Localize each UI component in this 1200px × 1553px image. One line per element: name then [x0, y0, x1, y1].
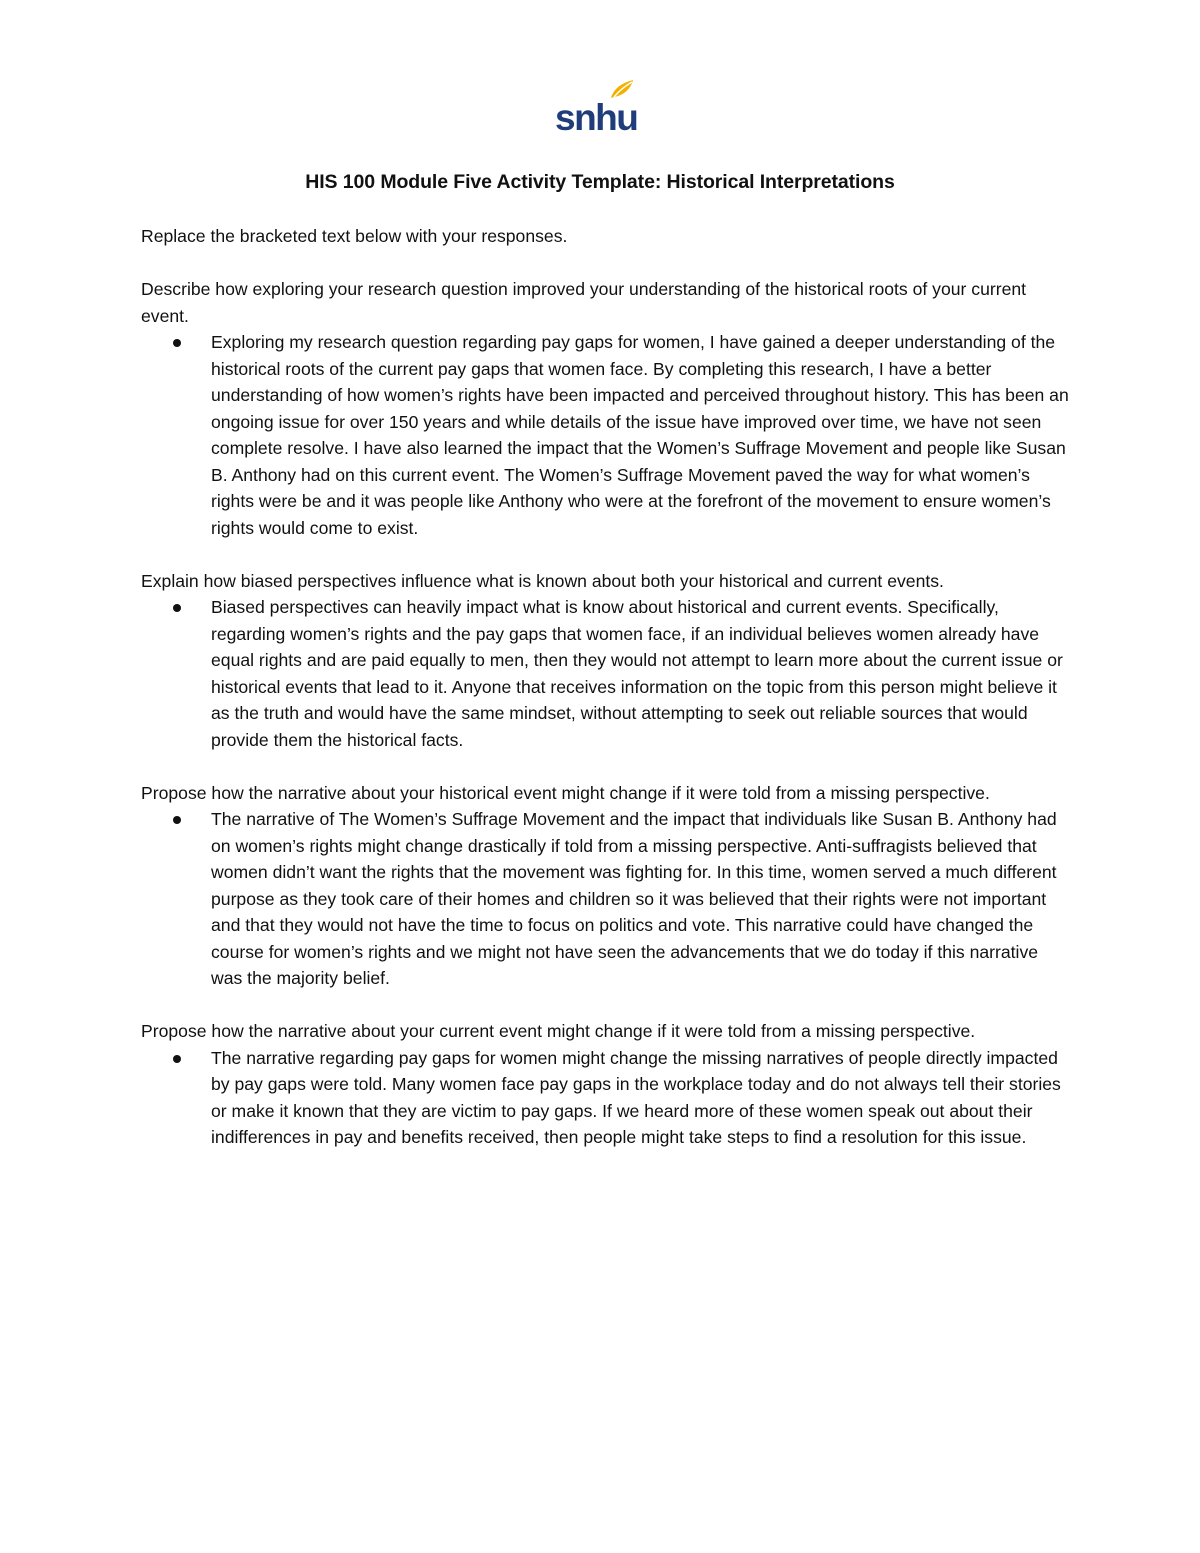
section-prompt: Explain how biased perspectives influence what is known about both your historical and current events.: [141, 570, 944, 591]
section-prompt: Propose how the narrative about your historical event might change if it were told from a missing perspective.: [141, 782, 990, 803]
section-3: [141, 780, 1069, 992]
bullet-icon: [173, 816, 181, 824]
list-item: [211, 806, 1069, 992]
answer-text: The narrative of The Women’s Suffrage Movement and the impact that individuals like Susan B. Anthony had on women’s rights might change drastically if told from a missing perspective. Anti-suffragists believed that women didn’t want the rights that the movement was fighting for. In this time, women served a much different purpose as they took care of their homes and children so it was believed that their rights were not important and that they would not have the time to focus on politics and vote. This narrative could have changed the course for women’s rights and we might not have seen the advancements that we do today if this narrative was the majority belief.: [211, 809, 1057, 988]
answer-list: [141, 1045, 1069, 1151]
section-prompt: Propose how the narrative about your current event might change if it were told from a missing perspective.: [141, 1021, 976, 1041]
answer-text: Exploring my research question regarding pay gaps for women, I have gained a deeper understanding of the historical roots of the current pay gaps that women face. By completing this research, I have a better understanding of how women’s rights have been impacted and perceived throughout history. This has been an ongoing issue for over 150 years and while details of the issue have improved over time, we have not seen complete resolve. I have also learned the impact that the Women’s Suffrage Movement and people like Susan B. Anthony had on this current event. The Women’s Suffrage Movement paved the way for what women’s rights were be and it was people like Anthony who were at the forefront of the movement to ensure women’s rights would come to exist.: [211, 332, 1069, 538]
bullet-icon: [173, 339, 181, 347]
section-2: [141, 568, 1069, 754]
page-title: HIS 100 Module Five Activity Template: Historical Interpretations: [305, 171, 895, 193]
section-prompt: Describe how exploring your research question improved your understanding of the historical roots of your current event.: [141, 279, 1027, 326]
answer-list: [141, 329, 1069, 541]
section-4: [141, 1018, 1069, 1151]
list-item: [211, 1045, 1069, 1151]
answer-list: [141, 594, 1069, 753]
instruction-text: Replace the bracketed text below with your responses.: [141, 226, 568, 246]
document-body: [141, 223, 1069, 1177]
logo-wordmark: snhu: [555, 97, 638, 138]
bullet-icon: [173, 604, 181, 612]
answer-text: The narrative regarding pay gaps for women might change the missing narratives of people directly impacted by pay gaps were told. Many women face pay gaps in the workplace today and do not always tell their stories or make it known that they are victim to pay gaps. If we heard more of these women speak out about their indifferences in pay and benefits received, then people might take steps to find a resolution for this issue.: [211, 1047, 1061, 1147]
snhu-logo-graphic: [548, 74, 648, 140]
snhu-logo: [548, 74, 648, 140]
bullet-icon: [173, 1055, 181, 1063]
list-item: [211, 594, 1069, 753]
answer-list: [141, 806, 1069, 992]
section-1: [141, 276, 1069, 541]
list-item: [211, 329, 1069, 541]
answer-text: Biased perspectives can heavily impact what is know about historical and current events. Specifically, regarding women’s rights and the pay gaps that women face, if an individual believes women already have equal rights and are paid equally to men, then they would not attempt to learn more about the current issue or historical events that lead to it. Anyone that receives information on the topic from this person might believe it as the truth and would have the same mindset, without attempting to seek out reliable sources that would provide them the historical facts.: [211, 597, 1063, 750]
